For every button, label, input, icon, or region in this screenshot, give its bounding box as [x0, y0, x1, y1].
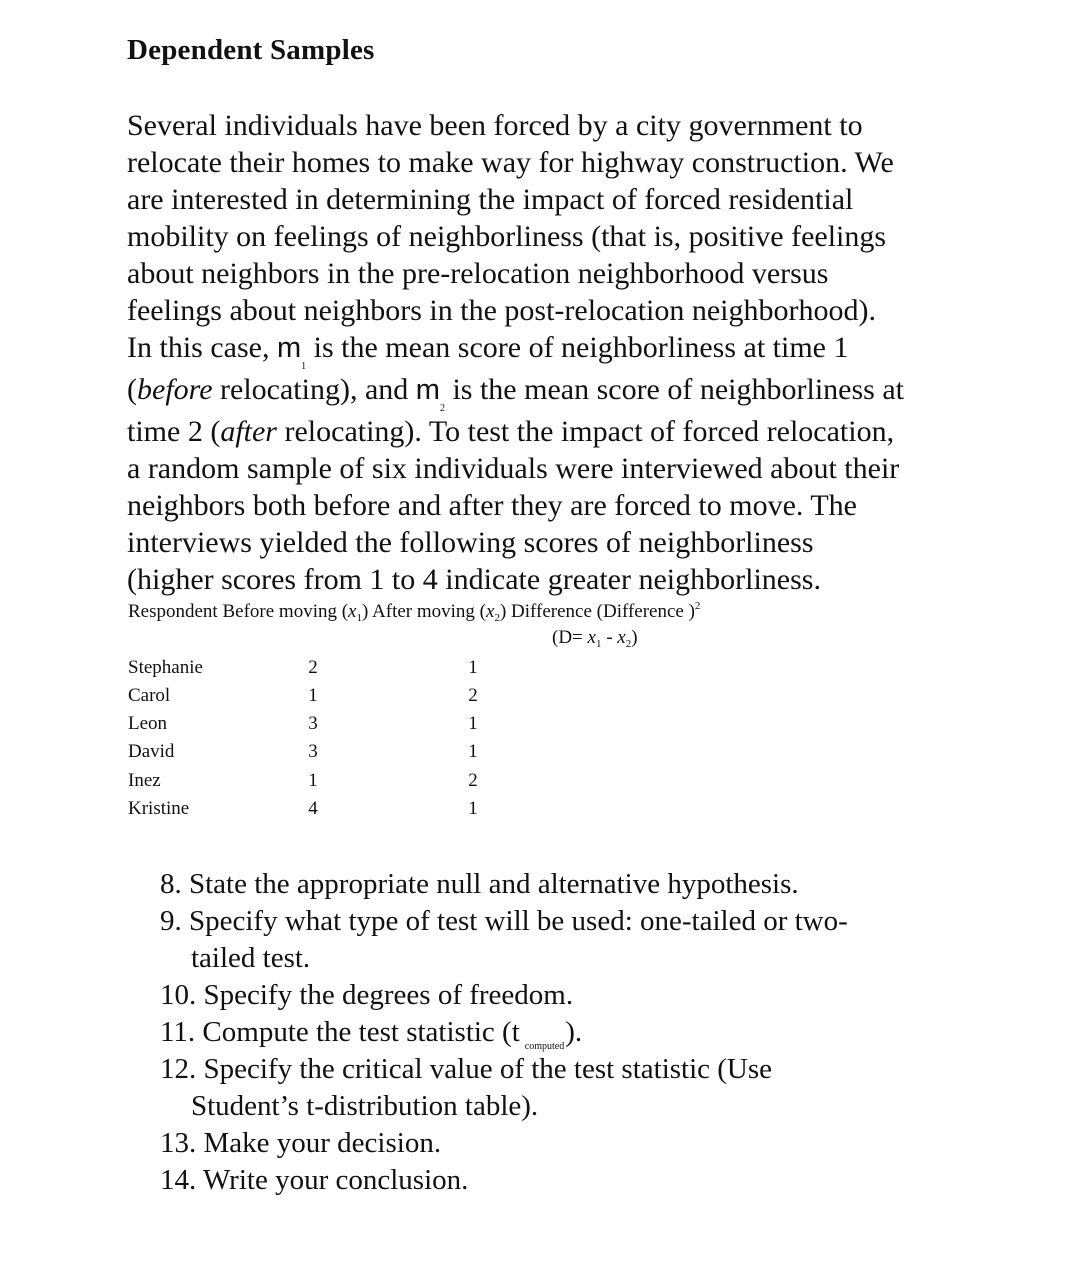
text-segment: is the mean score of neighborliness at time 1	[306, 331, 849, 364]
question-14: 14. Write your conclusion.	[160, 1164, 469, 1196]
text-segment: )	[499, 601, 507, 622]
text-segment: After moving (	[372, 601, 486, 622]
paragraph-line	[127, 330, 967, 372]
before-score: 3	[308, 741, 318, 762]
paragraph-line	[127, 372, 967, 414]
paragraph-line: a random sample of six individuals were interviewed about their	[127, 452, 900, 485]
var-x: x	[587, 627, 596, 648]
text-segment: )	[361, 601, 369, 622]
var-x: x	[486, 601, 495, 622]
paragraph-line: interviews yielded the following scores of neighborliness	[127, 526, 814, 559]
header-difference-squared	[597, 601, 701, 622]
table-row	[0, 798, 600, 822]
respondent-name: Kristine	[128, 798, 190, 819]
superscript: 2	[694, 600, 701, 612]
question-13: 13. Make your decision.	[160, 1127, 442, 1159]
text-segment: relocating). To test the impact of forced relocation,	[276, 415, 895, 448]
before-score: 3	[308, 713, 318, 734]
paragraph-line	[127, 414, 967, 451]
table-header	[128, 600, 700, 624]
before-score: 1	[308, 685, 318, 706]
table-row	[0, 770, 600, 794]
problem-paragraph	[127, 108, 967, 599]
subscript: 1	[595, 638, 602, 650]
t-subscript: computed	[524, 1041, 565, 1052]
question-12-continued: Student’s t-distribution table).	[191, 1090, 539, 1122]
table-row	[0, 713, 600, 737]
paragraph-line: (higher scores from 1 to 4 indicate greater neighborliness.	[127, 563, 821, 596]
respondent-name: Carol	[128, 685, 171, 706]
before-score: 4	[308, 798, 318, 819]
text-segment: (D=	[552, 627, 588, 648]
text-segment: -	[601, 627, 618, 648]
before-score: 2	[308, 657, 318, 678]
table-row	[0, 741, 600, 765]
after-score: 2	[468, 685, 478, 706]
table-row	[0, 657, 600, 681]
paragraph-line: relocate their homes to make way for highway construction. We	[127, 146, 894, 179]
difference-formula	[552, 627, 638, 650]
question-9-continued: tailed test.	[191, 942, 311, 974]
var-x: x	[617, 627, 626, 648]
italic-word: after	[220, 415, 277, 448]
var-x: x	[348, 601, 357, 622]
subscript: 2	[625, 638, 632, 650]
respondent-name: Stephanie	[128, 657, 203, 678]
text-segment: relocating), and	[212, 373, 416, 406]
respondent-name: Leon	[128, 713, 168, 734]
mu-subscript: 1	[301, 361, 307, 372]
header-respondent: Respondent	[128, 601, 218, 622]
question-11	[160, 1014, 848, 1051]
text-segment: Before moving (	[222, 601, 349, 622]
paragraph-line: Several individuals have been forced by a city government to	[127, 109, 863, 142]
text-segment: ).	[565, 1016, 583, 1048]
table-row	[0, 685, 600, 709]
question-10: 10. Specify the degrees of freedom.	[160, 979, 574, 1011]
subscript: 2	[494, 612, 500, 624]
mu-symbol: m	[276, 332, 302, 364]
respondent-name: David	[128, 741, 175, 762]
after-score: 1	[468, 657, 478, 678]
after-score: 2	[468, 770, 478, 791]
header-difference: Difference	[511, 601, 592, 622]
paragraph-line: are interested in determining the impact of forced residential	[127, 183, 854, 216]
after-score: 1	[468, 741, 478, 762]
header-before	[222, 601, 368, 622]
text-segment: (	[127, 373, 137, 406]
question-list	[160, 866, 848, 1199]
mu-symbol: m	[415, 374, 440, 406]
respondent-name: Inez	[128, 770, 161, 791]
italic-word: before	[137, 373, 213, 406]
question-8: 8. State the appropriate null and alternative hypothesis.	[160, 868, 799, 900]
text-segment: time 2 (	[127, 415, 221, 448]
page-title: Dependent Samples	[127, 34, 375, 66]
question-9: 9. Specify what type of test will be used: one-tailed or two-	[160, 905, 848, 937]
text-segment: 11. Compute the test statistic (t	[160, 1016, 520, 1048]
after-score: 1	[468, 798, 478, 819]
subscript: 1	[356, 612, 362, 624]
paragraph-line: mobility on feelings of neighborliness (that is, positive feelings	[127, 220, 887, 253]
text-segment: is the mean score of neighborliness at	[444, 373, 904, 406]
before-score: 1	[308, 770, 318, 791]
text-segment: In this case,	[127, 331, 277, 364]
text-segment: )	[631, 627, 638, 648]
text-segment: (Difference )	[596, 601, 695, 622]
paragraph-line: neighbors both before and after they are forced to move. The	[127, 489, 857, 522]
paragraph-line: feelings about neighbors in the post-relocation neighborhood).	[127, 294, 876, 327]
after-score: 1	[468, 713, 478, 734]
mu-subscript: 2	[439, 403, 445, 414]
paragraph-line: about neighbors in the pre-relocation neighborhood versus	[127, 257, 829, 290]
header-after	[372, 601, 506, 622]
question-12: 12. Specify the critical value of the test statistic (Use	[160, 1053, 773, 1085]
